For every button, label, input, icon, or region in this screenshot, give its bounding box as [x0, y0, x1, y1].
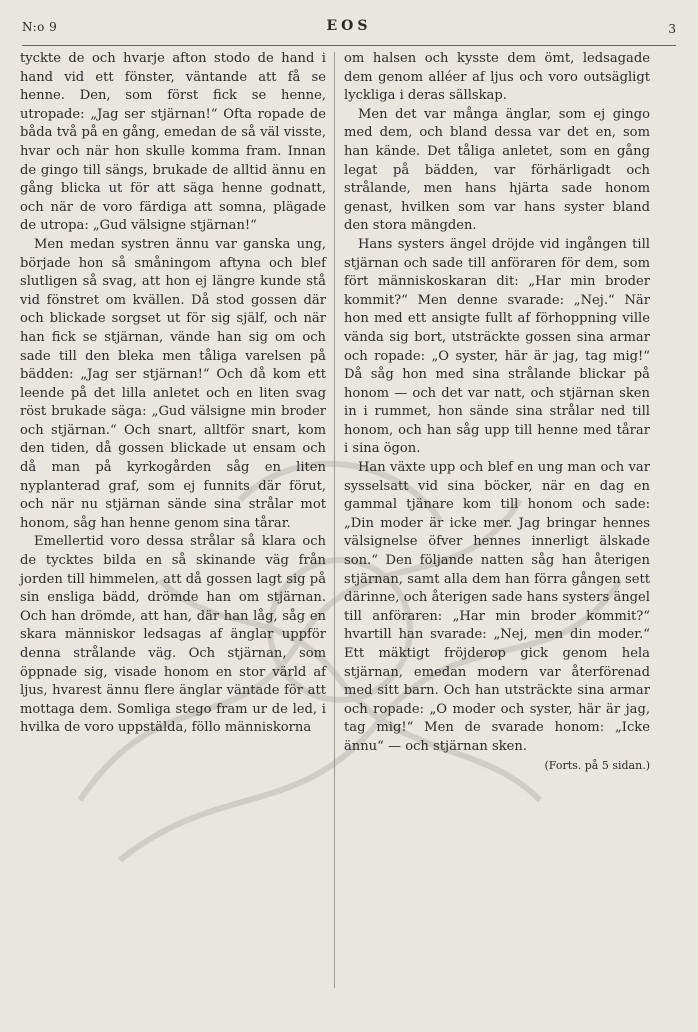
left-column — [20, 50, 326, 738]
paragraph: om halsen och kysste dem ömt, ledsagade dem genom alléer af ljus och voro outsägligt lyckliga i deras sällskap. — [344, 51, 650, 104]
column-divider — [334, 52, 335, 988]
header-rule — [22, 45, 676, 46]
continuation-note: (Forts. på 5 sidan.) — [544, 758, 650, 772]
page-header — [22, 18, 676, 40]
paragraph: Emellertid voro dessa strålar så klara och de tycktes bilda en så skinande väg från jorden till himmelen, att då gossen lagt sig på sin ensliga bädd, drömde han om stjärnan. Och han drömde, att han, där han låg, såg en skara människor ledsagas af änglar uppför denna strålande väg. Och stjärnan, som öppnade sig, visade honom en stor värld af ljus, hvarest ännu flere änglar väntade för att mottaga dem. Somliga stego fram ur de led, i hvilka de voro uppstälda, föllo människorna — [20, 534, 326, 736]
page-number: 3 — [668, 22, 676, 36]
issue-number: N:o 9 — [22, 20, 58, 34]
journal-title: EOS — [326, 18, 372, 34]
paragraph: Han växte upp och blef en ung man och var sysselsatt vid sina böcker, när en dag en gammal tjänare kom till honom och sade: „Din moder är icke mer. Jag bringar hennes välsignelse öfver hennes innerligt älskade son.“ Den följande natten såg han återigen stjärnan, samt alla dem han förra gången sett därinne, och återigen sade hans systers ängel till anföraren: „Har min broder kommit?“ hvartill han svarade: „Nej, men din moder.“ Ett mäktigt fröjderop gick genom hela stjärnan, emedan modern var återförenad med sitt barn. Och han utsträckte sina armar och ropade: „O moder och syster, här är jag, tag mig!“ Men de svarade honom: „Icke ännu“ — och stjärnan sken. — [344, 460, 650, 754]
paragraph: Hans systers ängel dröjde vid ingången till stjärnan och sade till anföraren för dem, som fört människoskaran dit: „Har min broder kommit?“ Men denne svarade: „Nej.“ När hon med ett ansigte fullt af förhoppning ville vända sig bort, utsträckte gossen sina armar och ropade: „O syster, här är jag, tag mig!“ Då såg hon med sina strålande blickar på honom — och det var natt, och stjärnan sken in i rummet, hon sände sina strålar ned till honom, och han såg upp till henne med tårar i sina ögon. — [344, 236, 650, 457]
paragraph: Men medan systren ännu var ganska ung, började hon så småningom aftyna och blef slutligen så svag, att hon ej längre kunde stå vid fönstret om kvällen. Då stod gossen där och blickade sorgset ut för sig själf, och när han fick se stjärnan, vände han sig om och sade till den bleka men tåliga varelsen på bädden: „Jag ser stjärnan!“ Och då kom ett leende på det lilla anletet och en liten svag röst brukade säga: „Gud välsigne min broder och stjärnan.“ Och snart, alltför snart, kom den tiden, då gossen blickade ut ensam och då man på kyrkogården såg en liten nyplanterad graf, som ej funnits där förut, och när nu stjärnan sände sina strålar mot honom, såg han henne genom sina tårar. — [20, 236, 326, 531]
paragraph: tyckte de och hvarje afton stodo de hand i hand vid ett fönster, väntande att få se henne. Den, som först fick se henne, utropade: „Jag ser stjärnan!“ Ofta ropade de båda två på en gång, emedan de så väl visste, hvar och när hon skulle komma fram. Innan de gingo till sängs, brukade de alltid ännu en gång blicka ut för att säga henne godnatt, och när de voro färdiga att somna, plägade de utropa: „Gud välsigne stjärnan!“ — [20, 51, 326, 234]
right-column — [344, 50, 650, 775]
paragraph: Men det var många änglar, som ej gingo med dem, och bland dessa var det en, som han kände. Det tåliga anletet, som en gång legat på bädden, var förhärligadt och strålande, men hans hjärta sade honom genast, hvilken som var hans syster bland den stora mängden. — [344, 106, 650, 234]
